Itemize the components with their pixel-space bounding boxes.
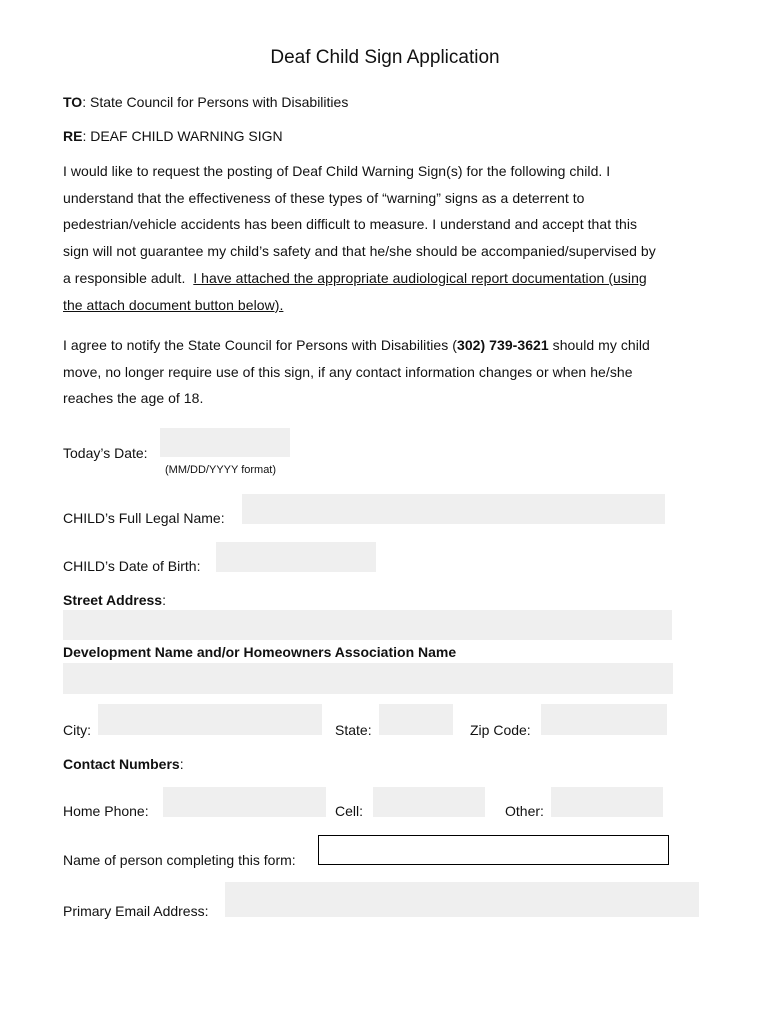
development-input[interactable] xyxy=(63,663,673,694)
request-line: pedestrian/vehicle accidents has been difficult to measure. I understand and accept that this xyxy=(63,216,638,233)
development-label: Development Name and/or Homeowners Association Name xyxy=(63,644,457,660)
request-line: sign will not guarantee my child’s safety and that he/she should be accompanied/supervised by xyxy=(63,243,656,260)
contact-numbers-colon: : xyxy=(179,756,184,772)
to-line xyxy=(63,94,348,110)
completer-label: Name of person completing this form: xyxy=(63,852,296,868)
state-label: State: xyxy=(335,722,372,738)
cell-input[interactable] xyxy=(373,787,485,817)
child-dob-input[interactable] xyxy=(216,542,376,572)
request-line: I would like to request the posting of Deaf Child Warning Sign(s) for the following child. I xyxy=(63,163,611,179)
notify-paragraph xyxy=(63,332,708,412)
state-input[interactable] xyxy=(379,704,453,735)
city-label: City: xyxy=(63,722,91,738)
other-phone-input[interactable] xyxy=(551,787,663,817)
re-value: : DEAF CHILD WARNING SIGN xyxy=(82,128,283,144)
date-format-hint: (MM/DD/YYYY format) xyxy=(165,464,277,476)
child-name-label: CHILD’s Full Legal Name: xyxy=(63,510,225,526)
re-line xyxy=(63,128,283,144)
zip-label: Zip Code: xyxy=(470,722,531,738)
notify-part1: I agree to notify the State Council for Persons with Disabilities ( xyxy=(63,337,457,353)
home-phone-input[interactable] xyxy=(163,787,326,817)
re-label: RE xyxy=(63,128,83,144)
email-input[interactable] xyxy=(225,882,699,917)
attach-note: the attach document button below). xyxy=(63,296,284,313)
contact-numbers-label xyxy=(63,756,184,772)
audiological-note: I have attached the appropriate audiological report documentation (using xyxy=(193,269,647,286)
request-line xyxy=(63,265,708,292)
notify-part2: should my child xyxy=(548,337,650,353)
zip-input[interactable] xyxy=(541,704,667,735)
to-label: TO xyxy=(63,94,83,110)
notify-line: move, no longer require use of this sign, if any contact information changes or when he/she xyxy=(63,363,633,380)
other-label: Other: xyxy=(505,803,544,819)
request-paragraph xyxy=(63,158,708,318)
street-address-label xyxy=(63,592,166,608)
todays-date-label: Today’s Date: xyxy=(63,445,148,461)
request-line-5-plain: a responsible adult. xyxy=(63,269,194,286)
street-address-label-text: Street Address xyxy=(63,592,163,608)
notify-line xyxy=(63,332,708,359)
child-dob-label: CHILD’s Date of Birth: xyxy=(63,558,201,574)
child-name-input[interactable] xyxy=(242,494,665,524)
city-input[interactable] xyxy=(98,704,322,735)
email-label: Primary Email Address: xyxy=(63,903,209,919)
completer-name-input[interactable] xyxy=(318,835,669,865)
todays-date-input[interactable] xyxy=(160,428,290,457)
council-phone: 302) 739-3621 xyxy=(456,337,549,353)
notify-line: reaches the age of 18. xyxy=(63,390,204,407)
street-address-input[interactable] xyxy=(63,610,672,640)
request-line: understand that the effectiveness of these types of “warning” signs as a deterrent to xyxy=(63,189,585,206)
home-phone-label: Home Phone: xyxy=(63,803,149,819)
cell-label: Cell: xyxy=(335,803,364,819)
contact-numbers-text: Contact Numbers xyxy=(63,756,180,772)
page-title: Deaf Child Sign Application xyxy=(270,47,500,68)
street-address-colon: : xyxy=(162,592,166,608)
to-value: : State Council for Persons with Disabilities xyxy=(82,94,349,110)
